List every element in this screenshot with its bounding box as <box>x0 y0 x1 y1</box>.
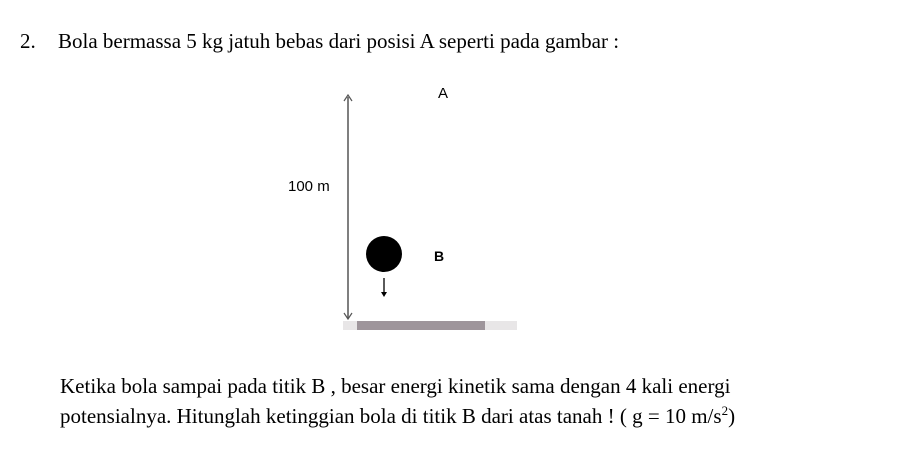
question-prompt: Bola bermassa 5 kg jatuh bebas dari posisi A seperti pada gambar : <box>58 29 620 53</box>
problem-line-1: Ketika bola sampai pada titik B , besar energi kinetik sama dengan 4 kali energi <box>60 374 731 398</box>
problem-line-2 <box>60 401 735 431</box>
closing-paren: ) <box>728 404 736 428</box>
ground-fade-left <box>343 321 357 330</box>
exponent: 2 <box>721 403 729 418</box>
ground-fade <box>485 321 517 330</box>
problem-text <box>60 371 735 431</box>
fall-arrow-head <box>381 292 387 297</box>
height-label: 100 m <box>288 178 330 195</box>
problem-line-2-text: potensialnya. Hitunglah ketinggian bola di titik B dari atas tanah ! ( g = 10 m/s <box>60 404 722 428</box>
point-b-label: B <box>434 248 445 264</box>
ground-bar <box>357 321 485 330</box>
point-a-label: A <box>438 85 449 102</box>
question-number: 2. <box>20 29 36 53</box>
ball <box>366 236 402 272</box>
